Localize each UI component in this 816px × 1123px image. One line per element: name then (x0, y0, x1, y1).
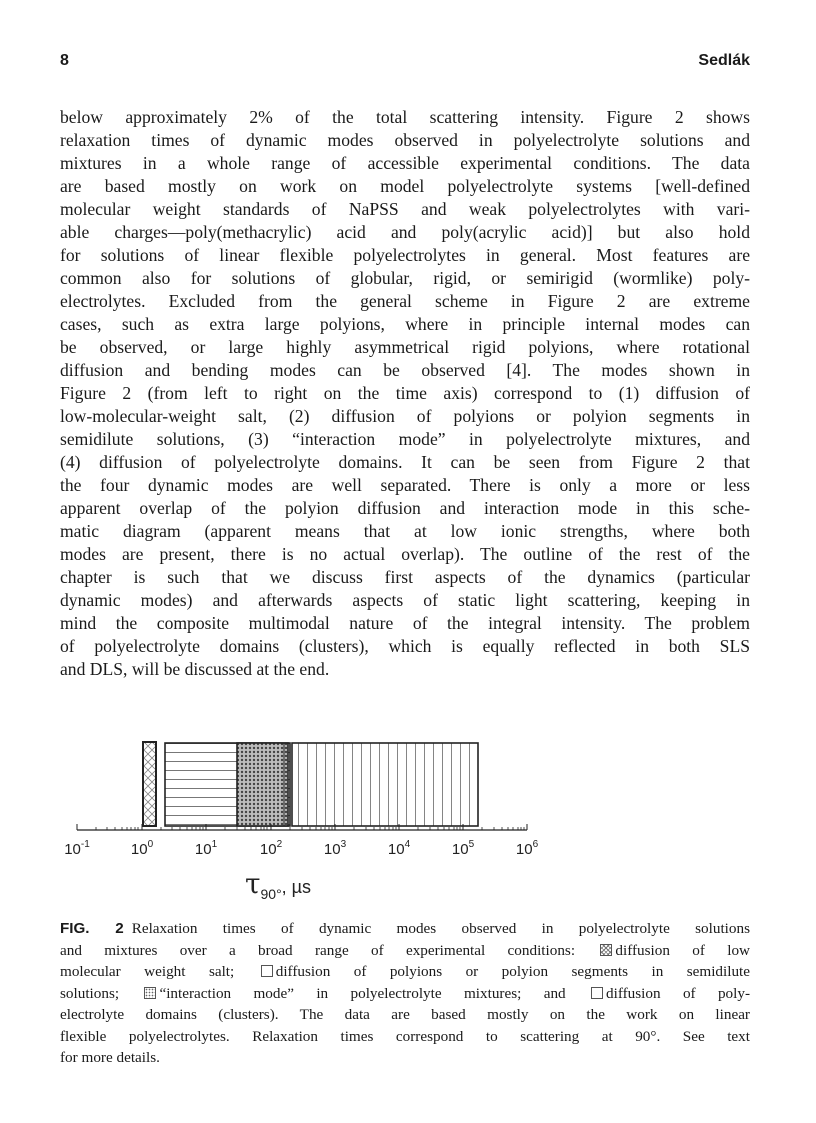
legend-swatch-domain-icon (591, 987, 603, 999)
legend-swatch-polyion-icon (261, 965, 273, 977)
body-line: modes are present, there is no actual overlap). The outline of the rest of the (60, 544, 750, 564)
tick-label: $10^3$ (323, 839, 347, 858)
body-line: mind the composite multimodal nature of the integral intensity. The problem (60, 613, 750, 633)
caption-line: molecular weight salt; diffusion of polyions or polyion segments in semidilute (60, 963, 751, 980)
body-line: chapter is such that we discuss first aspects of the dynamics (particular (60, 567, 750, 587)
body-line: (4) diffusion of polyelectrolyte domains. It can be seen from Figure 2 that (60, 452, 750, 472)
body-line: common also for solutions of globular, rigid, or semirigid (wormlike) poly- (60, 268, 750, 288)
body-line: diffusion and bending modes can be observed [4]. The modes shown in (60, 360, 750, 380)
body-line: able charges—poly(methacrylic) acid and poly(acrylic acid)] but also hold (60, 222, 750, 242)
body-line: and DLS, will be discussed at the end. (60, 659, 330, 679)
tick-label: $10^{-1}$ (64, 839, 90, 858)
body-line: low-molecular-weight salt, (2) diffusion of polyions or polyion segments in (60, 406, 750, 426)
body-line: semidilute solutions, (3) “interaction mode” in polyelectrolyte mixtures, and (60, 429, 750, 449)
caption-line: for more details. (60, 1049, 160, 1066)
relaxation-time-diagram (60, 730, 560, 910)
body-line: below approximately 2% of the total scattering intensity. Figure 2 shows (60, 107, 750, 127)
tick-label: $10^5$ (451, 839, 475, 858)
legend-swatch-salt-icon (600, 944, 612, 956)
body-line: electrolytes. Excluded from the general scheme in Figure 2 are extreme (60, 291, 750, 311)
bar-domain-diffusion (292, 743, 478, 826)
running-head-author: Sedlák (698, 52, 750, 69)
body-line: cases, such as extra large polyions, where in principle internal modes can (60, 314, 750, 334)
caption-line: flexible polyelectrolytes. Relaxation times correspond to scattering at 90°. See text (60, 1027, 750, 1045)
body-line: matic diagram (apparent means that at low ionic strengths, where both (60, 521, 750, 541)
caption-line: and mixtures over a broad range of experimental conditions: diffusion of low (60, 941, 751, 959)
caption-line: solutions; “interaction mode” in polyelectrolyte mixtures; and diffusion of poly- (60, 984, 751, 1002)
figure-caption (60, 918, 750, 1069)
body-line: relaxation times of dynamic modes observed in polyelectrolyte solutions and (60, 130, 750, 150)
body-line: be observed, or large highly asymmetrical rigid polyions, where rotational (60, 337, 750, 357)
body-line: Figure 2 (from left to right on the time axis) correspond to (1) diffusion of (60, 383, 750, 403)
figure-2-relaxation-chart (60, 730, 560, 910)
figure-label: FIG. 2 (60, 920, 124, 937)
x-tick-labels (64, 839, 538, 858)
body-line: dynamic modes) and afterwards aspects of static light scattering, keeping in (60, 590, 750, 610)
body-line: molecular weight standards of NaPSS and weak polyelectrolytes with vari- (60, 199, 750, 219)
body-line: mixtures in a whole range of accessible experimental conditions. The data (60, 153, 750, 173)
body-line: are based mostly on work on model polyelectrolyte systems [well-defined (60, 176, 750, 196)
tick-label: $10^6$ (515, 839, 539, 858)
tick-label: $10^2$ (259, 839, 283, 858)
x-axis-title: τ90°, µs (245, 867, 312, 902)
page-header (60, 52, 750, 76)
tick-label: $10^0$ (130, 839, 154, 858)
caption-line: electrolyte domains (clusters). The data are based mostly on the work on linear (60, 1006, 750, 1023)
body-line: the four dynamic modes are well separated. There is only a more or less (60, 475, 750, 495)
body-paragraph (60, 106, 750, 681)
legend-swatch-interaction-icon (144, 987, 156, 999)
caption-line: FIG. 2 Relaxation times of dynamic modes observed in polyelectrolyte solutions (60, 920, 750, 937)
page-number: 8 (60, 52, 69, 69)
body-line: of polyelectrolyte domains (clusters), which is equally reflected in both SLS (60, 636, 750, 656)
tick-label: $10^1$ (194, 839, 218, 858)
tick-label: $10^4$ (387, 839, 411, 858)
body-line: for solutions of linear flexible polyelectrolytes in general. Most features are (60, 245, 750, 265)
body-line: apparent overlap of the polyion diffusion and interaction mode in this sche- (60, 498, 750, 518)
bar-salt-diffusion (143, 742, 156, 826)
bar-interaction-mode (237, 743, 288, 826)
